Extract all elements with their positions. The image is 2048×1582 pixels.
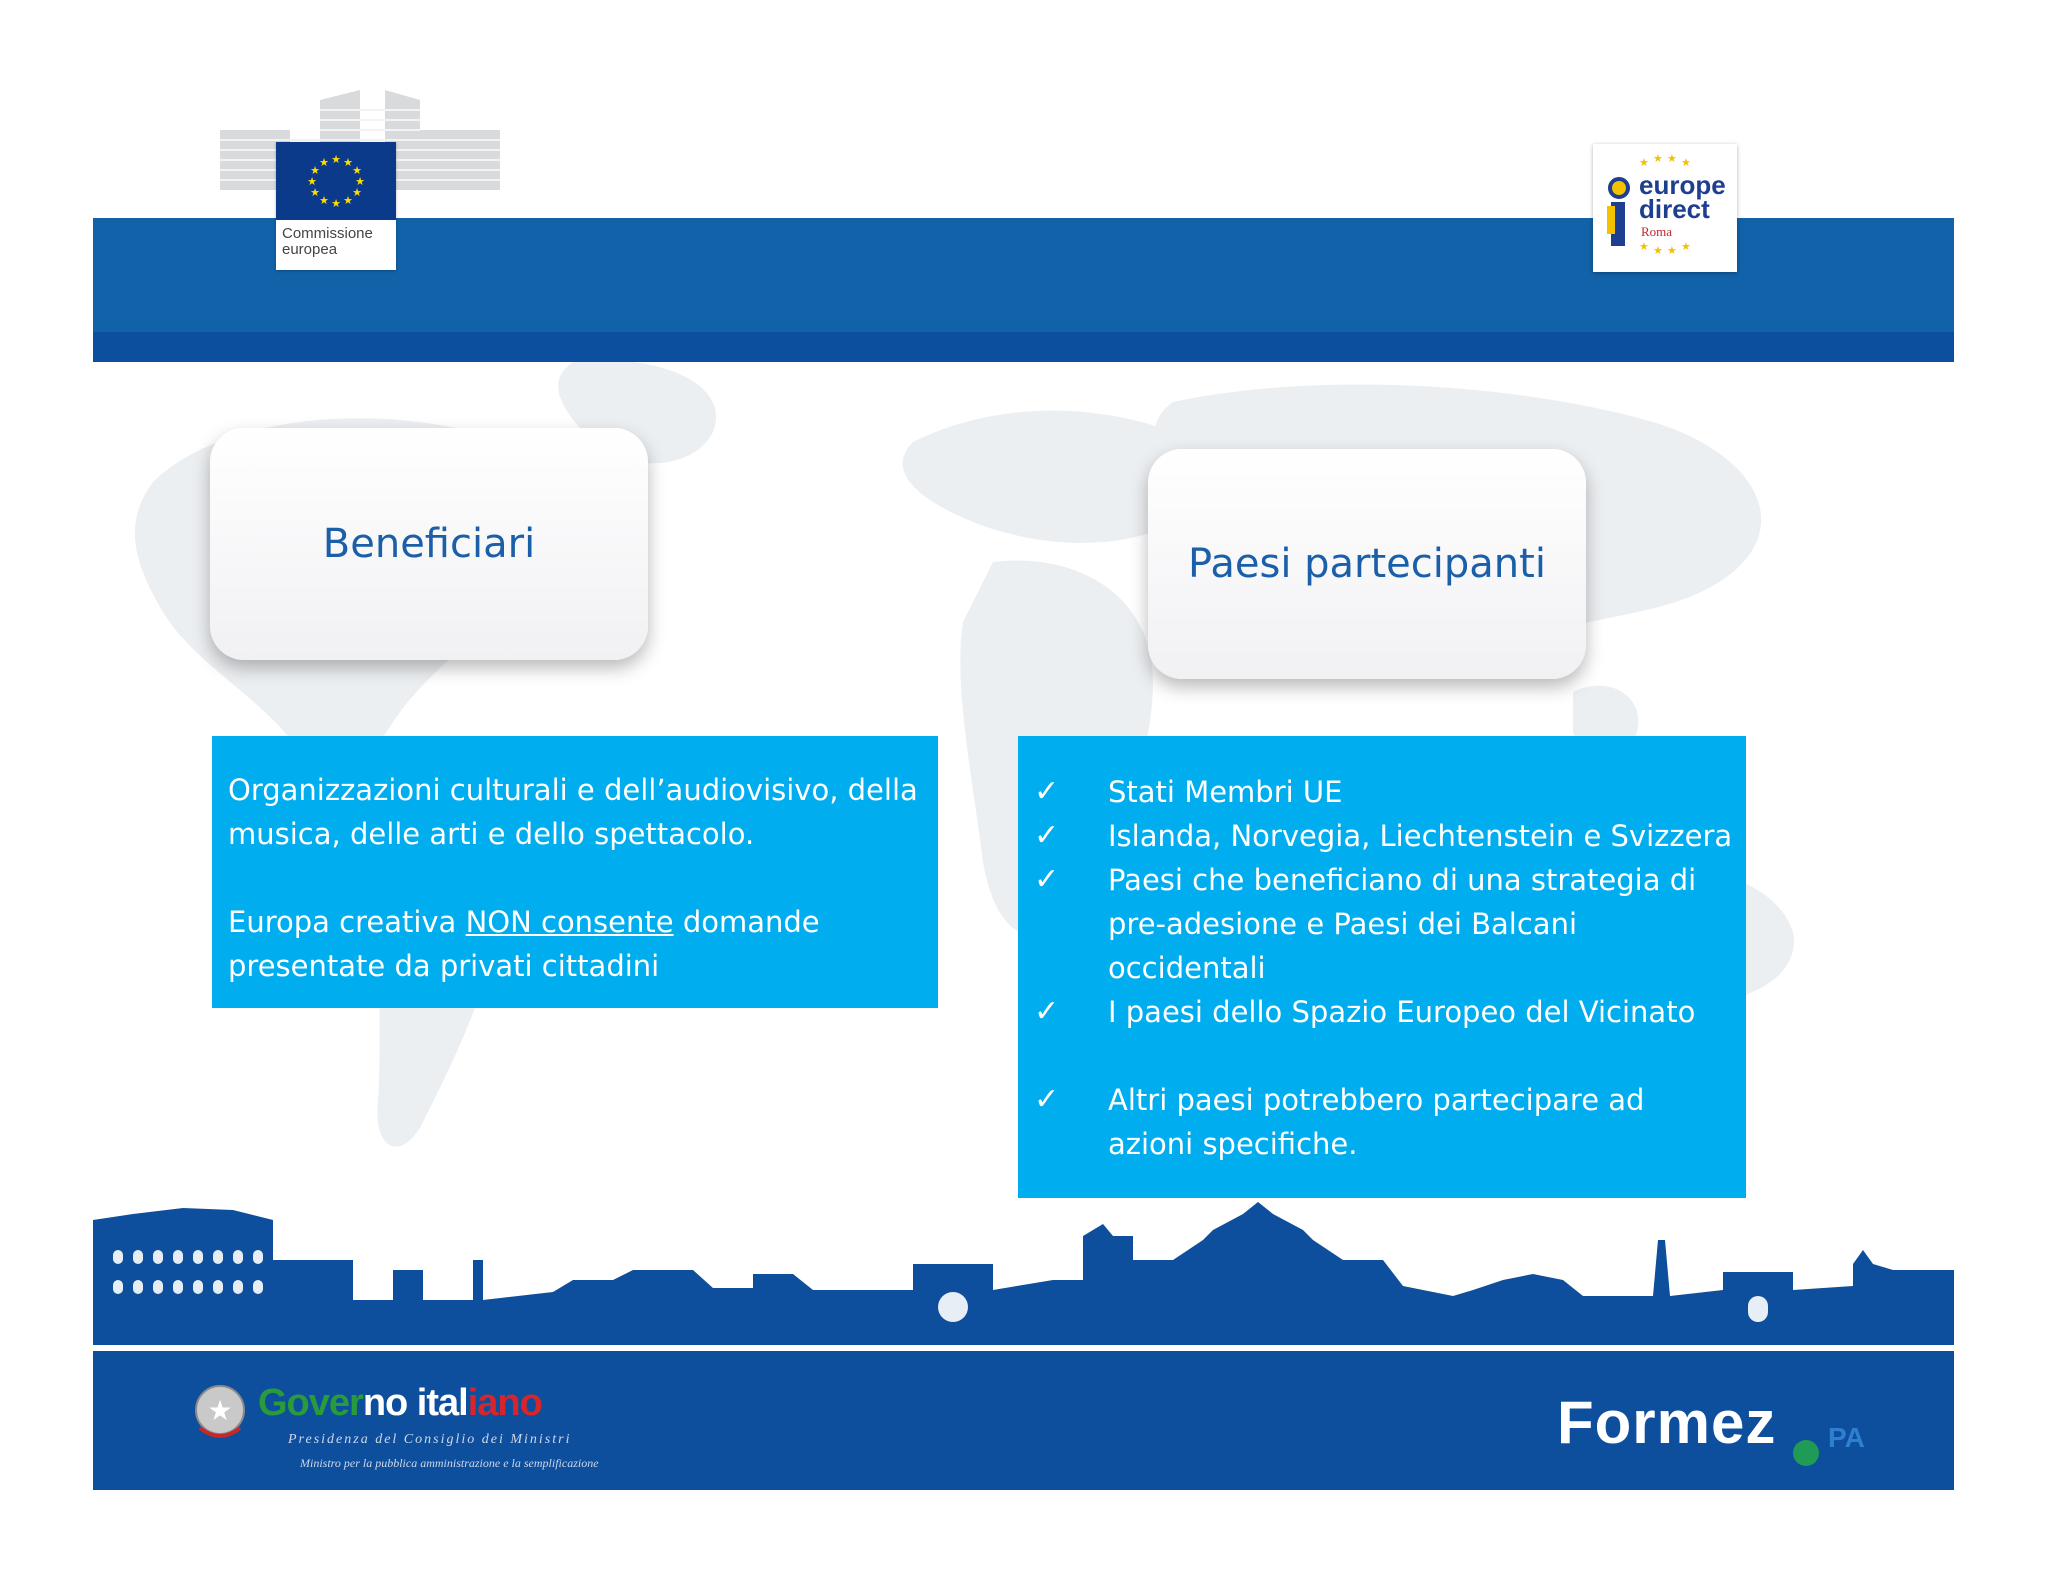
- paragraph2-underlined: NON consente: [465, 905, 674, 939]
- svg-text:★: ★: [1639, 156, 1649, 169]
- svg-text:★: ★: [207, 1394, 233, 1427]
- list-item-text: Stati Membri UE: [1108, 775, 1343, 809]
- list-item-text: Altri paesi potrebbero partecipare ad azioni specifiche.: [1108, 1083, 1645, 1161]
- gov-subtitle-ministro: Ministro per la pubblica amministrazione e la semplificazione: [300, 1456, 599, 1470]
- gov-title-white: no ital: [362, 1382, 468, 1424]
- svg-text:★: ★: [307, 175, 317, 188]
- svg-text:★: ★: [1667, 152, 1677, 165]
- gov-subtitle-presidenza: Presidenza del Consiglio dei Ministri: [288, 1432, 572, 1447]
- europe-direct-word2: direct: [1639, 194, 1710, 224]
- paesi-title-card: [1148, 449, 1586, 679]
- footer-divider: [93, 1345, 1954, 1349]
- svg-text:★: ★: [310, 164, 320, 177]
- list-item: [1034, 814, 1734, 858]
- paesi-title: Paesi partecipanti: [1188, 541, 1546, 587]
- list-item: [1034, 770, 1734, 814]
- svg-text:★: ★: [1653, 244, 1663, 257]
- svg-text:★: ★: [1653, 152, 1663, 165]
- list-item-text: I paesi dello Spazio Europeo del Vicinato: [1108, 995, 1696, 1029]
- svg-text:★: ★: [331, 197, 341, 210]
- beneficiari-paragraph2: [228, 900, 922, 988]
- ec-logo-line1: Commissione: [282, 225, 373, 242]
- list-item: [1034, 990, 1734, 1034]
- svg-text:★: ★: [352, 164, 362, 177]
- svg-text:★: ★: [319, 194, 329, 207]
- check-icon: ✓: [1034, 862, 1060, 897]
- paragraph2-before: Europa creativa: [228, 905, 466, 939]
- check-icon: ✓: [1034, 994, 1060, 1029]
- list-item: [1034, 858, 1734, 990]
- paragraph2-after: domande presentate da privati cittadini: [228, 905, 820, 983]
- svg-text:★: ★: [1639, 240, 1649, 253]
- list-item: [1034, 1078, 1734, 1166]
- europe-direct-city: Roma: [1641, 224, 1673, 239]
- formez-dot-icon: [1793, 1440, 1819, 1466]
- check-icon: ✓: [1034, 774, 1060, 809]
- ec-logo-card: [276, 142, 396, 270]
- svg-text:★: ★: [331, 153, 341, 166]
- ec-logo-text: [282, 226, 373, 258]
- svg-text:★: ★: [352, 186, 362, 199]
- eu-stars-icon: [276, 142, 396, 220]
- svg-text:★: ★: [343, 194, 353, 207]
- formez-logo-text: Formez: [1557, 1389, 1777, 1456]
- svg-text:★: ★: [355, 175, 365, 188]
- svg-text:★: ★: [1681, 240, 1691, 253]
- formez-logo-suffix: PA: [1828, 1422, 1865, 1453]
- gov-title-green: Gover: [258, 1382, 363, 1424]
- svg-text:★: ★: [319, 156, 329, 169]
- eu-flag: [276, 142, 396, 220]
- check-icon: ✓: [1034, 818, 1060, 853]
- svg-text:★: ★: [1667, 244, 1677, 257]
- list-item-text: Islanda, Norvegia, Liechtenstein e Svizzera: [1108, 819, 1733, 853]
- beneficiari-box: [212, 736, 938, 1008]
- header-strip: [93, 332, 1954, 362]
- svg-text:★: ★: [343, 156, 353, 169]
- list-item-text: Paesi che beneficiano di una strategia di pre-adesione e Paesi dei Balcani occidentali: [1108, 863, 1697, 985]
- paesi-box: [1018, 736, 1746, 1198]
- beneficiari-title: Beneficiari: [322, 521, 536, 567]
- rome-skyline-silhouette: [93, 1200, 1954, 1346]
- paesi-list: [1034, 770, 1734, 1166]
- europe-direct-word1: europe: [1639, 170, 1726, 200]
- governo-italiano-title: [258, 1382, 542, 1425]
- svg-text:★: ★: [310, 186, 320, 199]
- european-commission-logo: [220, 90, 500, 270]
- svg-text:★: ★: [1681, 156, 1691, 169]
- italian-emblem-icon: [192, 1382, 248, 1444]
- check-icon: ✓: [1034, 1082, 1060, 1117]
- beneficiari-title-card: [210, 428, 648, 660]
- beneficiari-paragraph1: Organizzazioni culturali e dell’audiovisivo, della musica, delle arti e dello spettacolo.: [228, 773, 918, 851]
- governo-italiano-logo: [192, 1382, 652, 1482]
- europe-direct-logo: [1593, 144, 1737, 272]
- ec-logo-line2: europea: [282, 241, 338, 258]
- gov-title-red: iano: [467, 1382, 542, 1424]
